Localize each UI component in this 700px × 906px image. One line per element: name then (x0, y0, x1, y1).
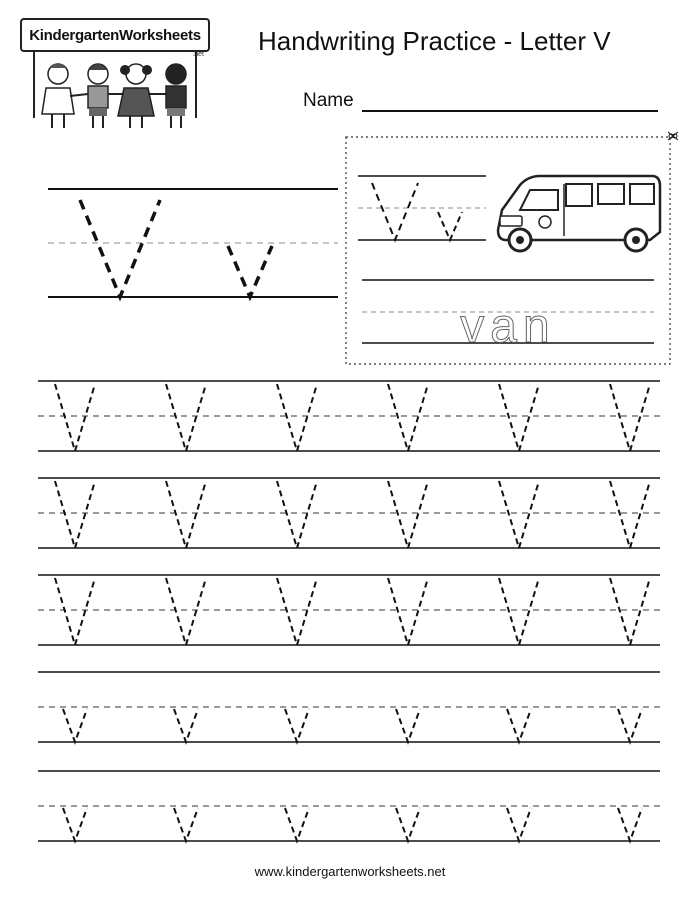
trace-letter-uppercase-v[interactable] (277, 384, 317, 451)
trace-letter-uppercase-v[interactable] (55, 578, 95, 645)
trace-letter-uppercase-v[interactable] (610, 578, 650, 645)
trace-letter-uppercase-v[interactable] (388, 481, 428, 548)
trace-letter-uppercase-v[interactable] (610, 481, 650, 548)
trace-letter-lowercase-v[interactable] (618, 808, 642, 841)
trace-letter-uppercase-v[interactable] (166, 578, 206, 645)
practice-row (38, 672, 660, 742)
trace-letter-lowercase-v[interactable] (285, 709, 309, 742)
trace-letter-uppercase-v[interactable] (610, 384, 650, 451)
trace-letter-lowercase-v[interactable] (396, 709, 420, 742)
practice-rows (38, 381, 660, 841)
trace-letter-uppercase-v[interactable] (166, 384, 206, 451)
trace-letter-uppercase-v[interactable] (388, 578, 428, 645)
practice-row (38, 478, 660, 548)
trace-letter-uppercase-v[interactable] (166, 481, 206, 548)
trace-letter-lowercase-v[interactable] (507, 808, 531, 841)
practice-row (38, 381, 660, 451)
example-area (48, 189, 338, 297)
practice-row (38, 771, 660, 841)
logo-subtext: .net (192, 51, 204, 58)
scissors-icon (668, 132, 678, 140)
trace-letter-lowercase-v[interactable] (63, 709, 87, 742)
trace-letter-uppercase-v[interactable] (499, 384, 539, 451)
footer-url: www.kindergartenworksheets.net (254, 864, 446, 879)
trace-letter-uppercase-v[interactable] (277, 578, 317, 645)
trace-letter-lowercase-v[interactable] (618, 709, 642, 742)
trace-letter-lowercase-v[interactable] (507, 709, 531, 742)
trace-letter-lowercase-v[interactable] (396, 808, 420, 841)
trace-letter-uppercase-v[interactable] (277, 481, 317, 548)
trace-letter-lowercase-v[interactable] (174, 709, 198, 742)
trace-letter-uppercase-v[interactable] (499, 481, 539, 548)
page-title: Handwriting Practice - Letter V (258, 26, 611, 56)
logo-text: KindergartenWorksheets (20, 18, 210, 52)
picture-box (346, 132, 678, 364)
example-lowercase-v (228, 246, 272, 297)
name-label: Name (303, 90, 354, 111)
picture-word: van (460, 300, 556, 353)
trace-letter-uppercase-v[interactable] (388, 384, 428, 451)
trace-letter-lowercase-v[interactable] (285, 808, 309, 841)
practice-row (38, 575, 660, 645)
trace-letter-uppercase-v[interactable] (499, 578, 539, 645)
trace-letter-uppercase-v[interactable] (55, 384, 95, 451)
trace-letter-uppercase-v[interactable] (55, 481, 95, 548)
van-icon (498, 176, 660, 251)
trace-letter-lowercase-v[interactable] (63, 808, 87, 841)
example-uppercase-v (80, 200, 160, 297)
trace-letter-lowercase-v[interactable] (174, 808, 198, 841)
